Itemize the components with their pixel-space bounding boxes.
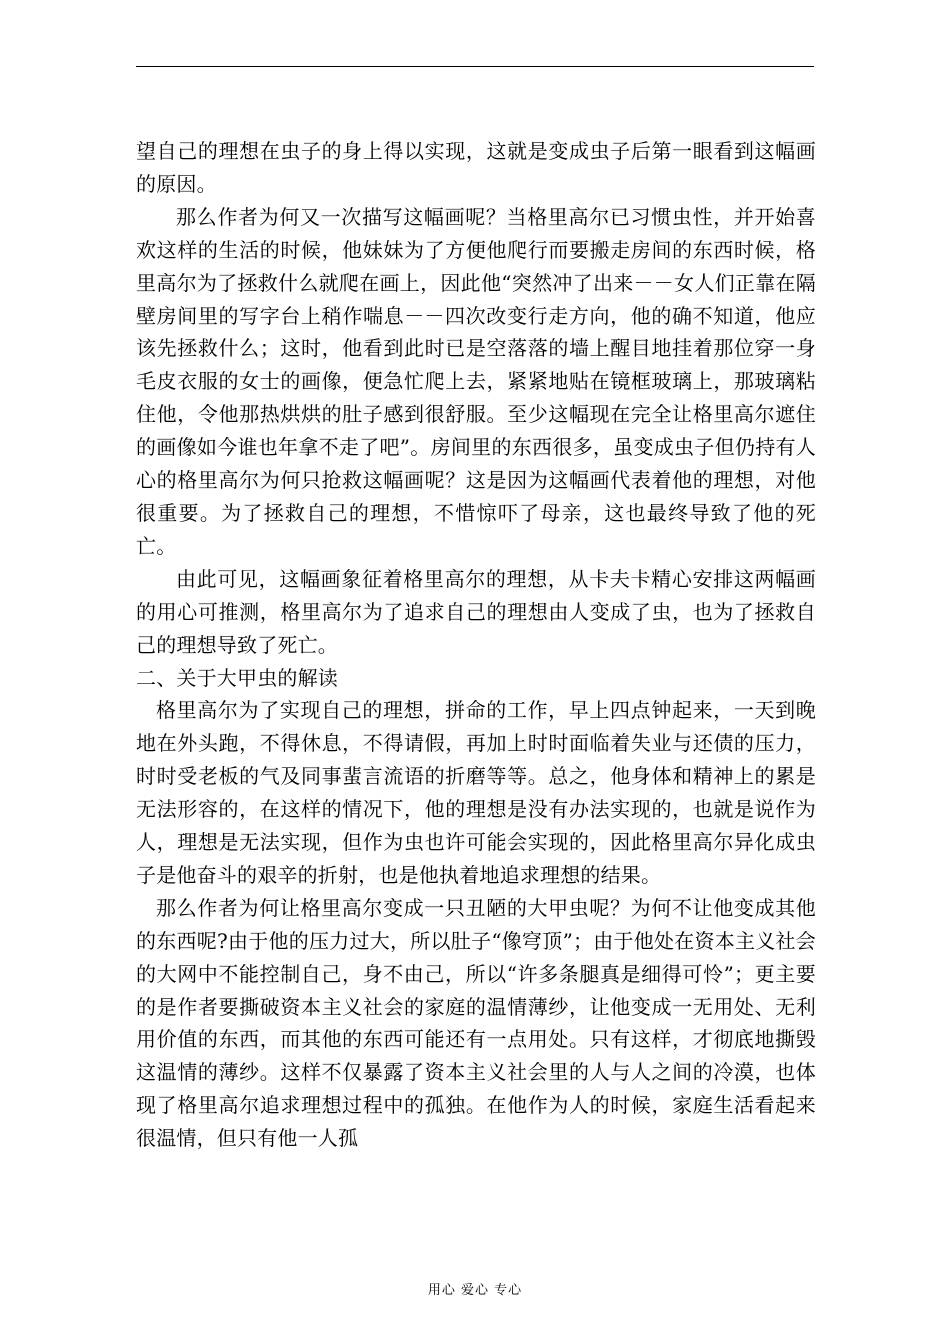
paragraph-continuation: 望自己的理想在虫子的身上得以实现，这就是变成虫子后第一眼看到这幅画的原因。 (136, 139, 816, 196)
page-footer: 用心 爱心 专心 (427, 1283, 523, 1298)
document-body (136, 135, 816, 1155)
paragraph-painting-second: 那么作者为何又一次描写这幅画呢？当格里高尔已习惯虫性，并开始喜欢这样的生活的时候，他妹妹为了方便他爬行而要搬走房间的东西时候，格里高尔为了拯救什么就爬在画上，因此他“突然冲了出来－－女人们正靠在隔壁房间里的写字台上稍作喘息－－四次改变行走方向，他的确不知道，他应该先拯救什么；这时，他看到此时已是空落落的墙上醒目地挂着那位穿一身毛皮衣服的女士的画像，便急忙爬上去，紧紧地贴在镜框玻璃上，那玻璃粘住他，令他那热烘烘的肚子感到很舒服。至少这幅现在完全让格里高尔遮住的画像如今谁也年拿不走了吧”。房间里的东西很多，虽变成虫子但仍持有人心的格里高尔为何只抢救这幅画呢？这是因为这幅画代表着他的理想，对他很重要。为了拯救自己的理想，不惜惊吓了母亲，这也最终导致了他的死亡。 (136, 204, 816, 558)
section-heading: 二、关于大甲虫的解读 (136, 665, 338, 690)
paragraph-conclusion: 由此可见，这幅画象征着格里高尔的理想，从卡夫卡精心安排这两幅画的用心可推测，格里高尔为了追求自己的理想由人变成了虫，也为了拯救自己的理想导致了死亡。 (136, 566, 816, 657)
paragraph-beetle-why: 那么作者为何让格里高尔变成一只丑陋的大甲虫呢？为何不让他变成其他的东西呢?由于他的压力过大，所以肚子“像穹顶”；由于他处在资本主义社会的大网中不能控制自己，身不由己，所以“许多条腿真是细得可怜”；更主要的是作者要撕破资本主义社会的家庭的温情薄纱，让他变成一无用处、无利用价值的东西，而其他的东西可能还有一点用处。只有这样，才彻底地撕毁这温情的薄纱。这样不仅暴露了资本主义社会里的人与人之间的冷漠，也体现了格里高尔追求理想过程中的孤独。在他作为人的时候，家庭生活看起来很温情，但只有他一人孤 (136, 895, 816, 1151)
header-rule (136, 66, 814, 67)
paragraph-beetle-ideal: 格里高尔为了实现自己的理想，拼命的工作，早上四点钟起来，一天到晚地在外头跑，不得休息，不得请假，再加上时时面临着失业与还债的压力，时时受老板的气及同事蜚言流语的折磨等等。总之，他身体和精神上的累是无法形容的，在这样的情况下，他的理想是没有办法实现的，也就是说作为人，理想是无法实现，但作为虫也许可能会实现的，因此格里高尔异化成虫子是他奋斗的艰辛的折射，也是他执着地追求理想的结果。 (136, 698, 816, 887)
